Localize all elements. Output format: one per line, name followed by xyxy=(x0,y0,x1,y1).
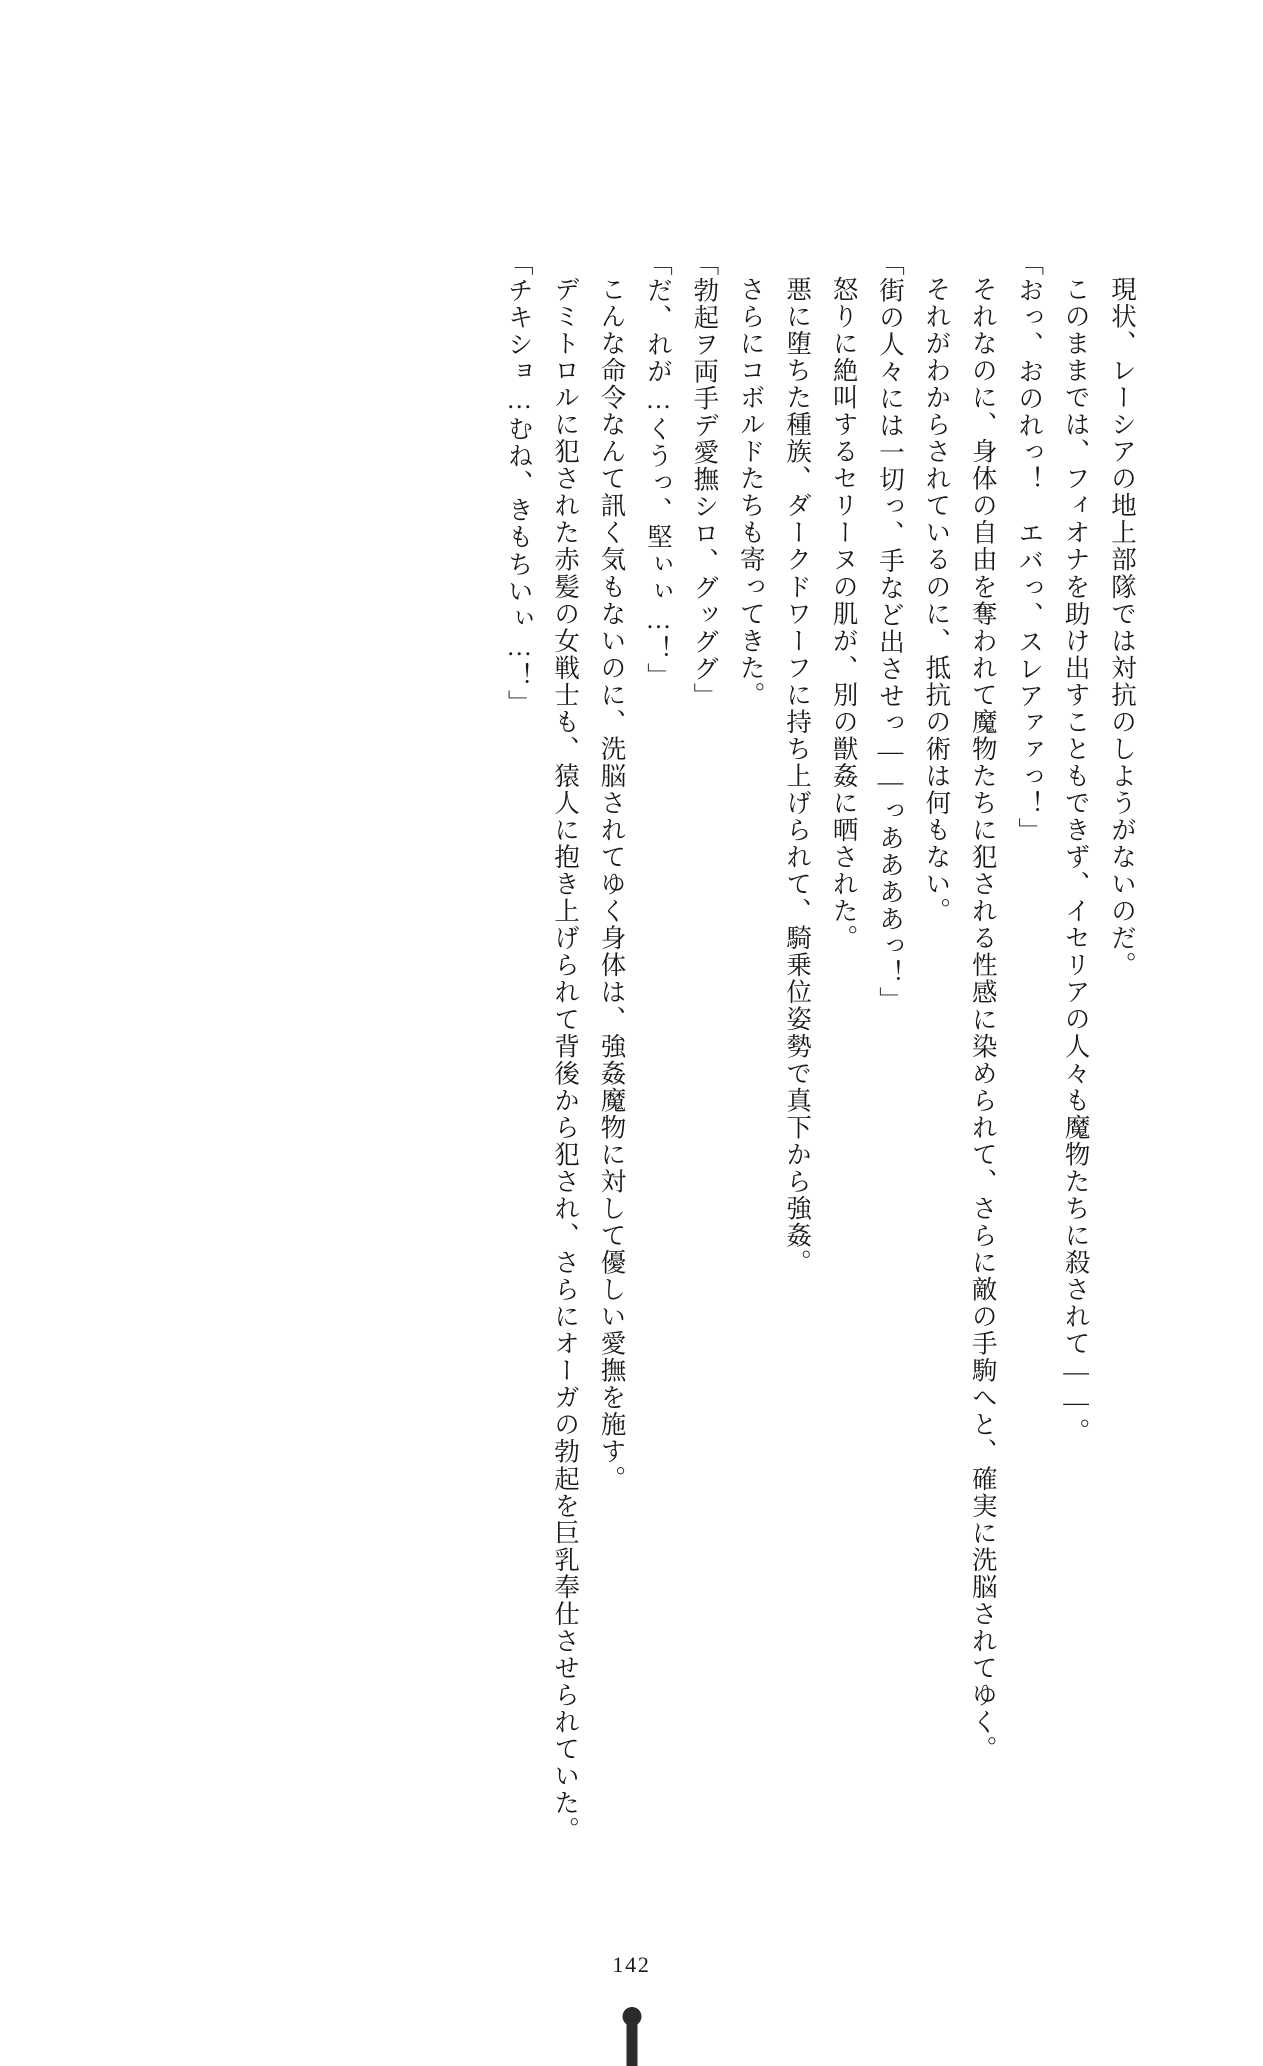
paragraph: 「おっ、おのれっ！ エバっ、スレアァァっ！」 xyxy=(1015,250,1045,845)
paragraph: それなのに、身体の自由を奪われて魔物たちに犯される性感に染められて、さらに敵の手駒へと、確実に洗脳されてゆく。 xyxy=(968,275,998,1763)
binding-bar-mark xyxy=(626,2010,637,2066)
paragraph: それがわからされているのに、抵抗の術は何もない。 xyxy=(922,275,952,925)
paragraph: 「街の人々には一切っ、手など出させっ――っああああっ！」 xyxy=(875,250,905,1014)
paragraph: 現状、レーシアの地上部隊では対抗のしようがないのだ。 xyxy=(1108,275,1137,979)
page-number: 142 xyxy=(612,1952,651,1977)
paragraph: さらにコボルドたちも寄ってきた。 xyxy=(736,275,766,708)
paragraph: 「だ、れが…くうっ、堅ぃぃ…！」 xyxy=(643,250,673,690)
paragraph: このままでは、フィオナを助け出すこともできず、イセリアの人々も魔物たちに殺されて――。 xyxy=(1061,275,1091,1445)
vertical-text-body xyxy=(225,250,1145,1850)
paragraph: 「勃起ヲ両手デ愛撫シロ、グッググ」 xyxy=(690,250,720,710)
paragraph: 「チキショ…むね、きもちいぃ…！」 xyxy=(504,250,534,717)
paragraph: こんな命令なんて訊く気もないのに、洗脳されてゆく身体は、強姦魔物に対して優しい愛撫を施す。 xyxy=(597,275,627,1492)
paragraph: デミトロルに犯された赤髪の女戦士も、猿人に抱き上げられて背後から犯され、さらにオーガの勃起を巨乳奉仕させられていた。 xyxy=(551,275,581,1844)
paragraph: 怒りに絶叫するセリーヌの肌が、別の獣姦に晒された。 xyxy=(829,275,859,952)
paragraph: 悪に堕ちた種族、ダークドワーフに持ち上げられて、騎乗位姿勢で真下から強姦。 xyxy=(783,275,813,1276)
